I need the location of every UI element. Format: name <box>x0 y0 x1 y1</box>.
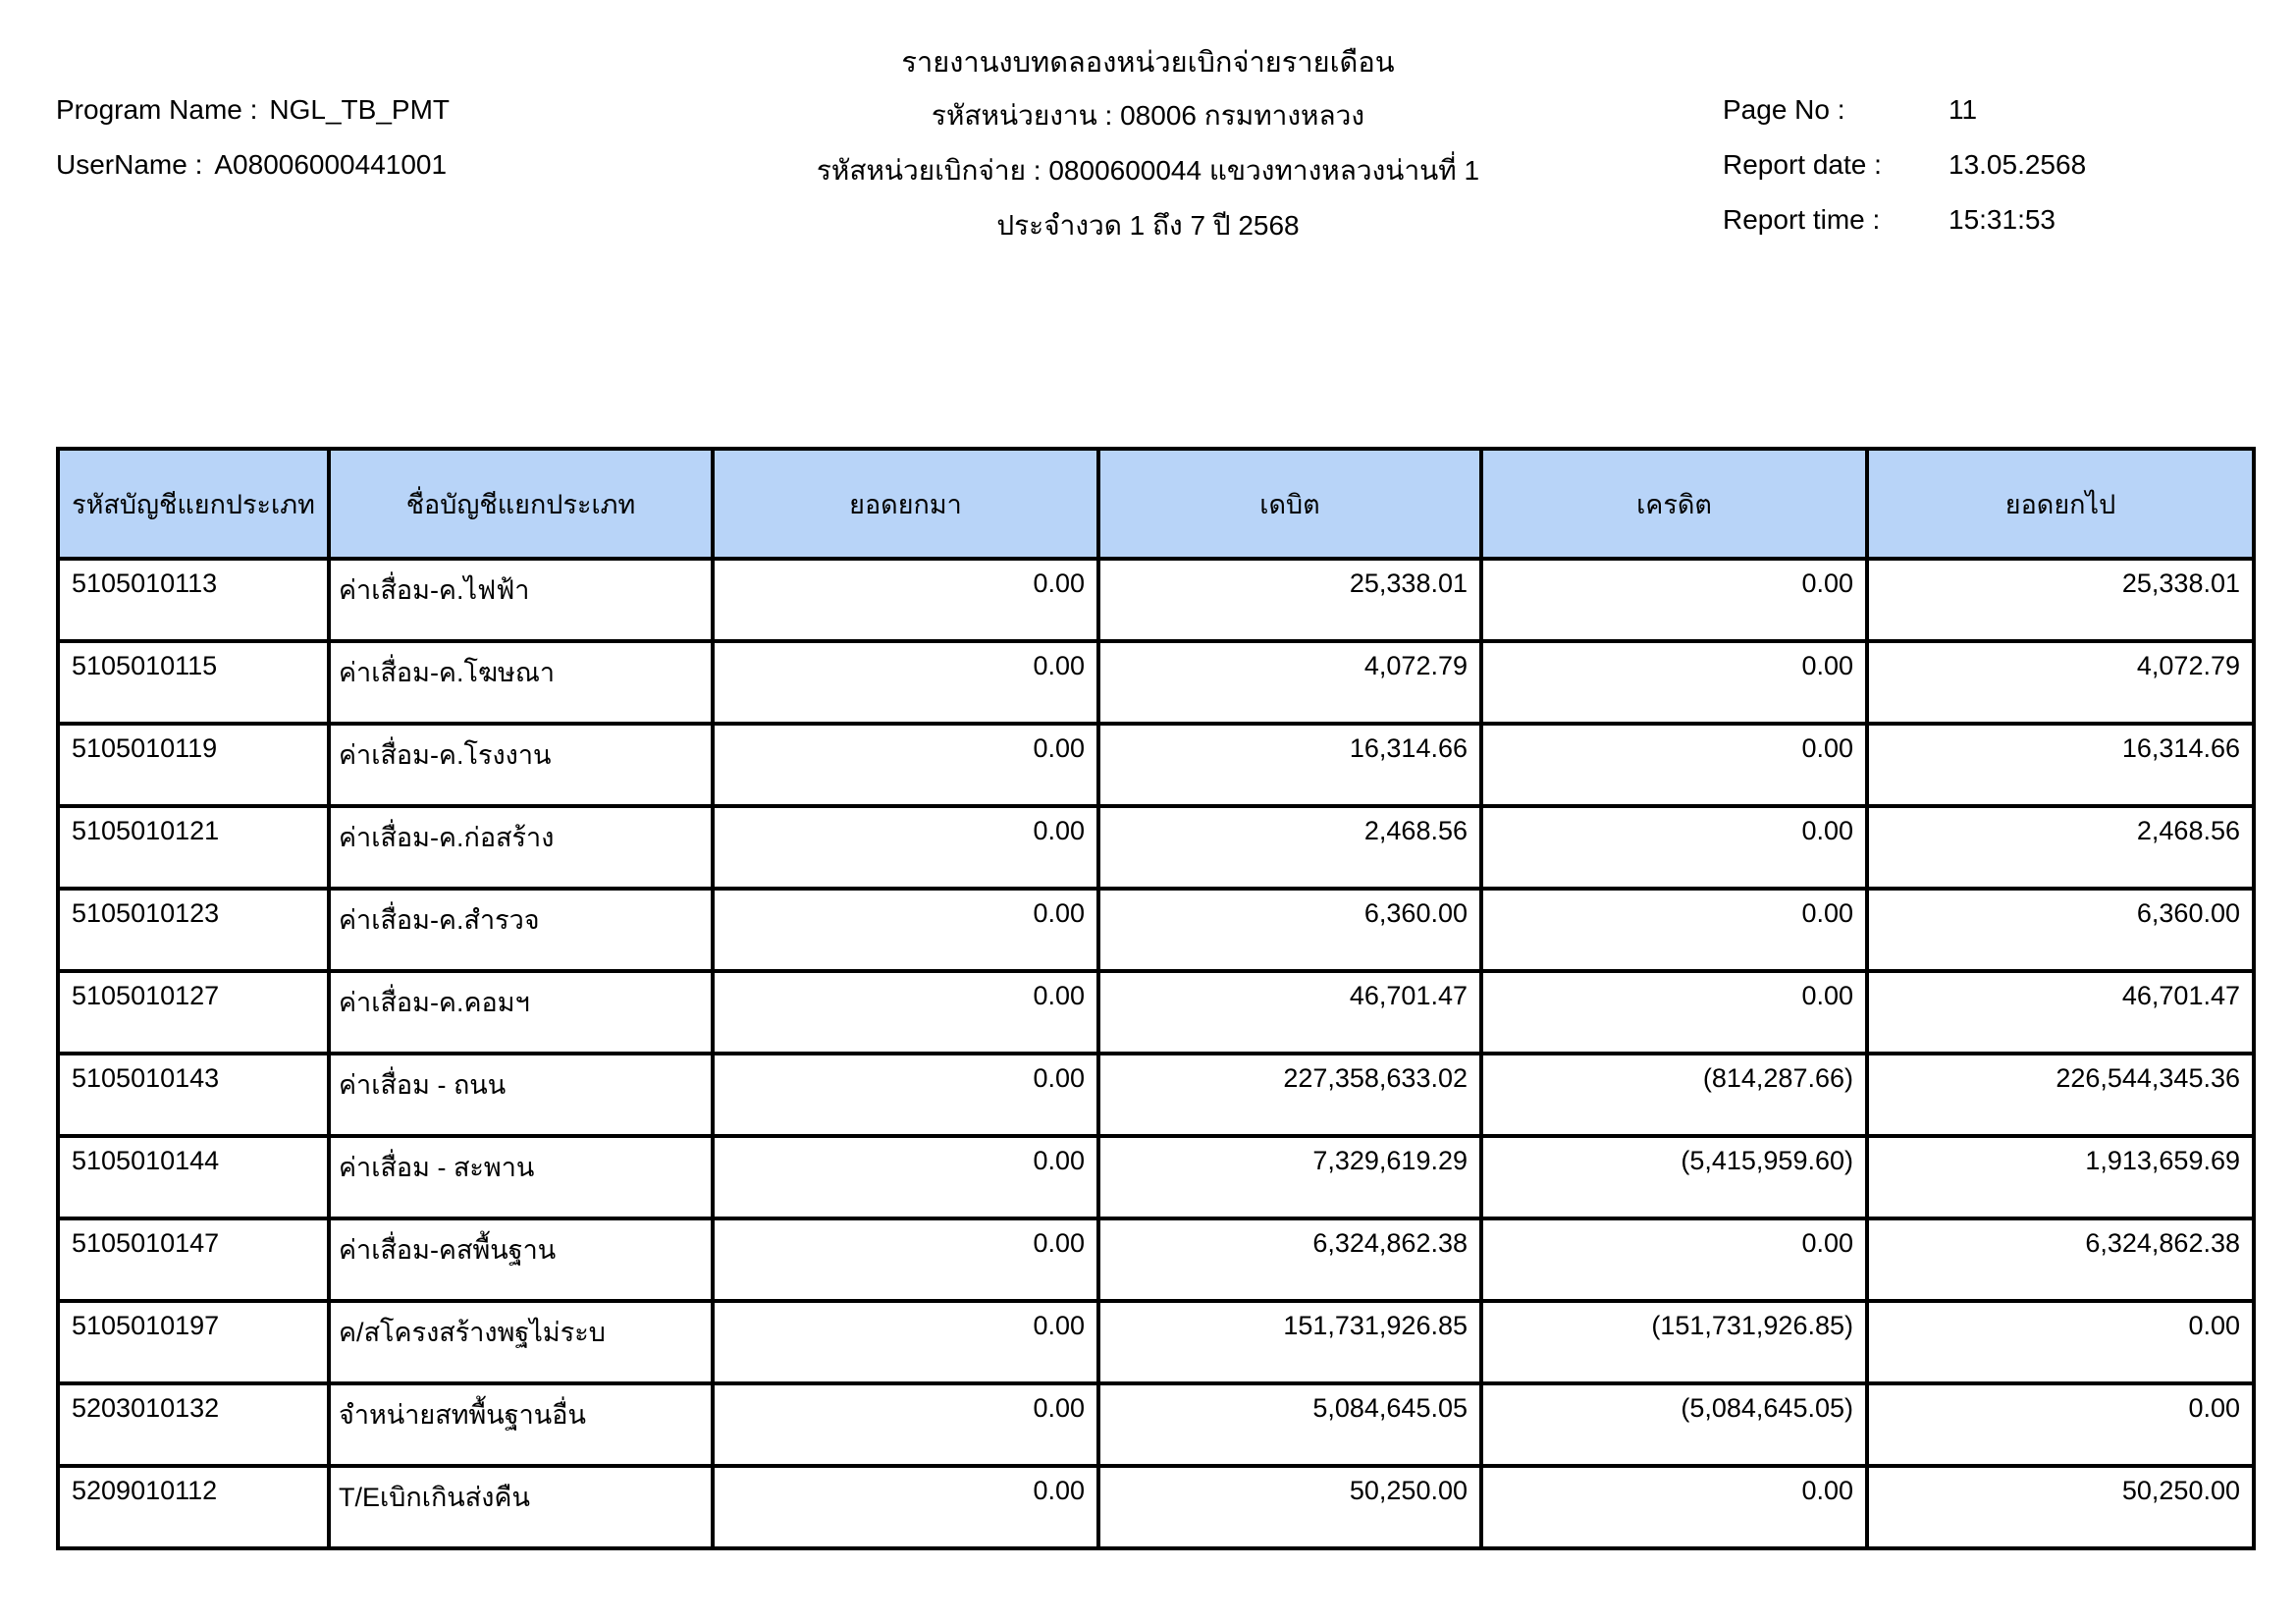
credit-cell: 0.00 <box>1481 806 1867 889</box>
account-name-cell: T/Eเบิกเกินส่งคืน <box>329 1466 713 1548</box>
account-name-cell: ค่าเสื่อม - สะพาน <box>329 1136 713 1218</box>
balance-brought-forward-cell: 0.00 <box>713 724 1098 806</box>
column-header-debit: เดบิต <box>1098 449 1481 559</box>
table-row <box>58 971 2254 1054</box>
balance-carried-forward-cell: 0.00 <box>1867 1383 2254 1466</box>
account-code-cell: 5105010119 <box>58 724 329 806</box>
table-row <box>58 559 2254 641</box>
balance-carried-forward-cell: 226,544,345.36 <box>1867 1054 2254 1136</box>
table-row <box>58 1301 2254 1383</box>
balance-brought-forward-cell: 0.00 <box>713 971 1098 1054</box>
report-time-value: 15:31:53 <box>1949 204 2056 235</box>
debit-cell: 6,360.00 <box>1098 889 1481 971</box>
balance-brought-forward-cell: 0.00 <box>713 1466 1098 1548</box>
credit-cell: 0.00 <box>1481 1466 1867 1548</box>
account-name-cell: จำหน่ายสทพื้นฐานอื่น <box>329 1383 713 1466</box>
balance-brought-forward-cell: 0.00 <box>713 559 1098 641</box>
balance-brought-forward-cell: 0.00 <box>713 1136 1098 1218</box>
balance-carried-forward-cell: 1,913,659.69 <box>1867 1136 2254 1218</box>
account-code-cell: 5105010113 <box>58 559 329 641</box>
balance-carried-forward-cell: 46,701.47 <box>1867 971 2254 1054</box>
credit-cell: 0.00 <box>1481 971 1867 1054</box>
credit-cell: 0.00 <box>1481 889 1867 971</box>
account-code-cell: 5209010112 <box>58 1466 329 1548</box>
table-row <box>58 806 2254 889</box>
account-code-cell: 5105010127 <box>58 971 329 1054</box>
table-row <box>58 1383 2254 1466</box>
balance-brought-forward-cell: 0.00 <box>713 1301 1098 1383</box>
trial-balance-table <box>56 447 2256 1550</box>
credit-cell: (5,084,645.05) <box>1481 1383 1867 1466</box>
table-row <box>58 1218 2254 1301</box>
disbursement-unit-line: รหัสหน่วยเบิกจ่าย : 0800600044 แขวงทางหลวงน่านที่ 1 <box>816 155 1480 186</box>
table-body <box>58 559 2254 1548</box>
column-header-balance-carried-forward: ยอดยกไป <box>1867 449 2254 559</box>
credit-cell: 0.00 <box>1481 1218 1867 1301</box>
account-name-cell: ค่าเสื่อม-ค.ไฟฟ้า <box>329 559 713 641</box>
balance-carried-forward-cell: 6,360.00 <box>1867 889 2254 971</box>
period-line: ประจำงวด 1 ถึง 7 ปี 2568 <box>996 210 1300 241</box>
page-no-label: Page No : <box>1723 94 1845 125</box>
account-code-cell: 5105010121 <box>58 806 329 889</box>
column-header-account-code: รหัสบัญชีแยกประเภท <box>58 449 329 559</box>
credit-cell: (5,415,959.60) <box>1481 1136 1867 1218</box>
credit-cell: (151,731,926.85) <box>1481 1301 1867 1383</box>
account-name-cell: ค่าเสื่อม-ค.ก่อสร้าง <box>329 806 713 889</box>
balance-carried-forward-cell: 0.00 <box>1867 1301 2254 1383</box>
debit-cell: 6,324,862.38 <box>1098 1218 1481 1301</box>
balance-brought-forward-cell: 0.00 <box>713 1383 1098 1466</box>
debit-cell: 5,084,645.05 <box>1098 1383 1481 1466</box>
balance-carried-forward-cell: 16,314.66 <box>1867 724 2254 806</box>
page-no-value: 11 <box>1949 94 1978 125</box>
credit-cell: 0.00 <box>1481 724 1867 806</box>
table-row <box>58 889 2254 971</box>
balance-brought-forward-cell: 0.00 <box>713 806 1098 889</box>
account-code-cell: 5105010197 <box>58 1301 329 1383</box>
credit-cell: 0.00 <box>1481 641 1867 724</box>
balance-carried-forward-cell: 6,324,862.38 <box>1867 1218 2254 1301</box>
program-name-label: Program Name : <box>56 94 258 125</box>
debit-cell: 25,338.01 <box>1098 559 1481 641</box>
account-code-cell: 5105010144 <box>58 1136 329 1218</box>
balance-brought-forward-cell: 0.00 <box>713 889 1098 971</box>
balance-brought-forward-cell: 0.00 <box>713 1218 1098 1301</box>
balance-carried-forward-cell: 4,072.79 <box>1867 641 2254 724</box>
table-row <box>58 1466 2254 1548</box>
account-name-cell: ค่าเสื่อม-คสพื้นฐาน <box>329 1218 713 1301</box>
column-header-credit: เครดิต <box>1481 449 1867 559</box>
account-name-cell: ค่าเสื่อม-ค.คอมฯ <box>329 971 713 1054</box>
debit-cell: 4,072.79 <box>1098 641 1481 724</box>
debit-cell: 151,731,926.85 <box>1098 1301 1481 1383</box>
credit-cell: (814,287.66) <box>1481 1054 1867 1136</box>
balance-brought-forward-cell: 0.00 <box>713 1054 1098 1136</box>
account-code-cell: 5105010123 <box>58 889 329 971</box>
account-code-cell: 5105010147 <box>58 1218 329 1301</box>
balance-brought-forward-cell: 0.00 <box>713 641 1098 724</box>
table-header-row <box>58 449 2254 559</box>
column-header-balance-brought-forward: ยอดยกมา <box>713 449 1098 559</box>
table-row <box>58 724 2254 806</box>
table-row <box>58 1136 2254 1218</box>
program-name-value: NGL_TB_PMT <box>269 94 451 125</box>
account-code-cell: 5105010115 <box>58 641 329 724</box>
agency-code-line: รหัสหน่วยงาน : 08006 กรมทางหลวง <box>931 100 1365 131</box>
account-name-cell: ค่าเสื่อม-ค.สำรวจ <box>329 889 713 971</box>
debit-cell: 7,329,619.29 <box>1098 1136 1481 1218</box>
balance-carried-forward-cell: 2,468.56 <box>1867 806 2254 889</box>
table-row <box>58 1054 2254 1136</box>
account-code-cell: 5105010143 <box>58 1054 329 1136</box>
credit-cell: 0.00 <box>1481 559 1867 641</box>
column-header-account-name: ชื่อบัญชีแยกประเภท <box>329 449 713 559</box>
balance-carried-forward-cell: 25,338.01 <box>1867 559 2254 641</box>
account-name-cell: ค่าเสื่อม-ค.โฆษณา <box>329 641 713 724</box>
username-label: UserName : <box>56 149 203 180</box>
debit-cell: 227,358,633.02 <box>1098 1054 1481 1136</box>
page-title: รายงานงบทดลองหน่วยเบิกจ่ายรายเดือน <box>901 47 1395 79</box>
debit-cell: 2,468.56 <box>1098 806 1481 889</box>
report-time-label: Report time : <box>1723 204 1881 235</box>
balance-carried-forward-cell: 50,250.00 <box>1867 1466 2254 1548</box>
debit-cell: 46,701.47 <box>1098 971 1481 1054</box>
account-name-cell: ค่าเสื่อม - ถนน <box>329 1054 713 1136</box>
debit-cell: 16,314.66 <box>1098 724 1481 806</box>
account-code-cell: 5203010132 <box>58 1383 329 1466</box>
report-date-value: 13.05.2568 <box>1949 149 2087 180</box>
account-name-cell: ค่าเสื่อม-ค.โรงงาน <box>329 724 713 806</box>
report-date-label: Report date : <box>1723 149 1882 180</box>
debit-cell: 50,250.00 <box>1098 1466 1481 1548</box>
username-value: A08006000441001 <box>214 149 448 180</box>
table-row <box>58 641 2254 724</box>
account-name-cell: ค/สโครงสร้างพฐไม่ระบ <box>329 1301 713 1383</box>
